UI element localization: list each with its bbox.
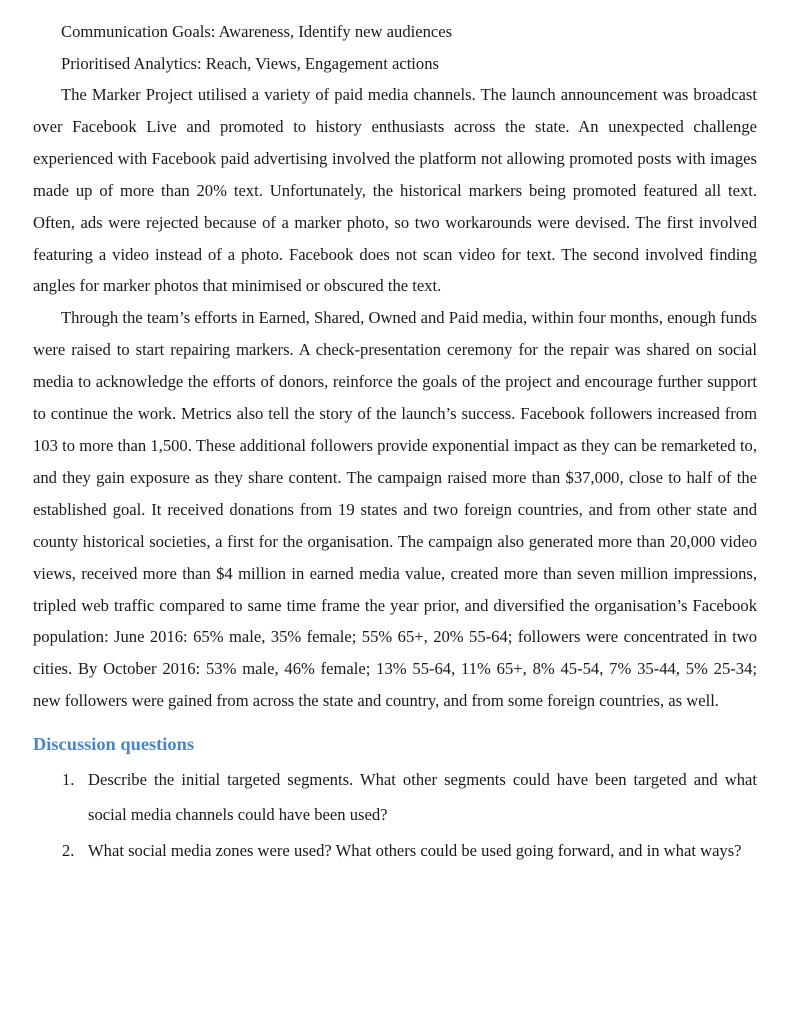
communication-goals-line: Communication Goals: Awareness, Identify new audiences	[61, 22, 453, 41]
document-page	[33, 16, 757, 871]
discussion-questions-list	[33, 763, 757, 871]
discussion-questions-heading: Discussion questions	[33, 734, 194, 755]
question-text: What social media zones were used? What others could be used going forward, and in what ways?	[88, 841, 742, 861]
question-text: Describe the initial targeted segments. What other segments could have been targeted and what social media channels could have been used?	[88, 770, 757, 824]
results-paragraph: Through the team’s efforts in Earned, Shared, Owned and Paid media, within four months, enough funds were raised to start repairing markers. A check-presentation ceremony for the repair was shared on social media to acknowledge the efforts of donors, reinforce the goals of the project and encourage further support to continue the work. Metrics also tell the story of the launch’s success. Facebook followers increased from 103 to more than 1,500. These additional followers provide exponential impact as they can be remarketed to, and they gain exposure as they share content. The campaign raised more than $37,000, close to half of the established goal. It received donations from 19 states and two foreign countries, and from other state and county historical societies, a first for the organisation. The campaign also generated more than 20,000 video views, received more than $4 million in earned media value, created more than seven million impressions, tripled web traffic compared to same time frame the year prior, and diversified the organisation’s Facebook population: June 2016: 65% male, 35% female; 55% 65+, 20% 55-64; followers were concentrated in two cities. By October 2016: 53% male, 46% female; 13% 55-64, 11% 65+, 8% 45-54, 7% 35-44, 5% 25-34; new followers were gained from across the state and country, and from some foreign countries, as well.	[33, 308, 757, 711]
question-number: 1.	[62, 770, 75, 790]
prioritised-analytics-line: Prioritised Analytics: Reach, Views, Engagement actions	[61, 53, 439, 73]
paid-media-paragraph: The Marker Project utilised a variety of paid media channels. The launch announcement was broadcast over Facebook Live and promoted to history enthusiasts across the state. An unexpected challenge experienced with Facebook paid advertising involved the platform not allowing promoted posts with images made up of more than 20% text. Unfortunately, the historical markers being promoted featured all text. Often, ads were rejected because of a marker photo, so two workarounds were devised. The first involved featuring a video instead of a photo. Facebook does not scan video for text. The second involved finding angles for marker photos that minimised or obscured the text.	[33, 85, 757, 296]
question-item	[62, 763, 757, 834]
question-item	[62, 834, 757, 871]
question-number: 2.	[62, 841, 75, 861]
